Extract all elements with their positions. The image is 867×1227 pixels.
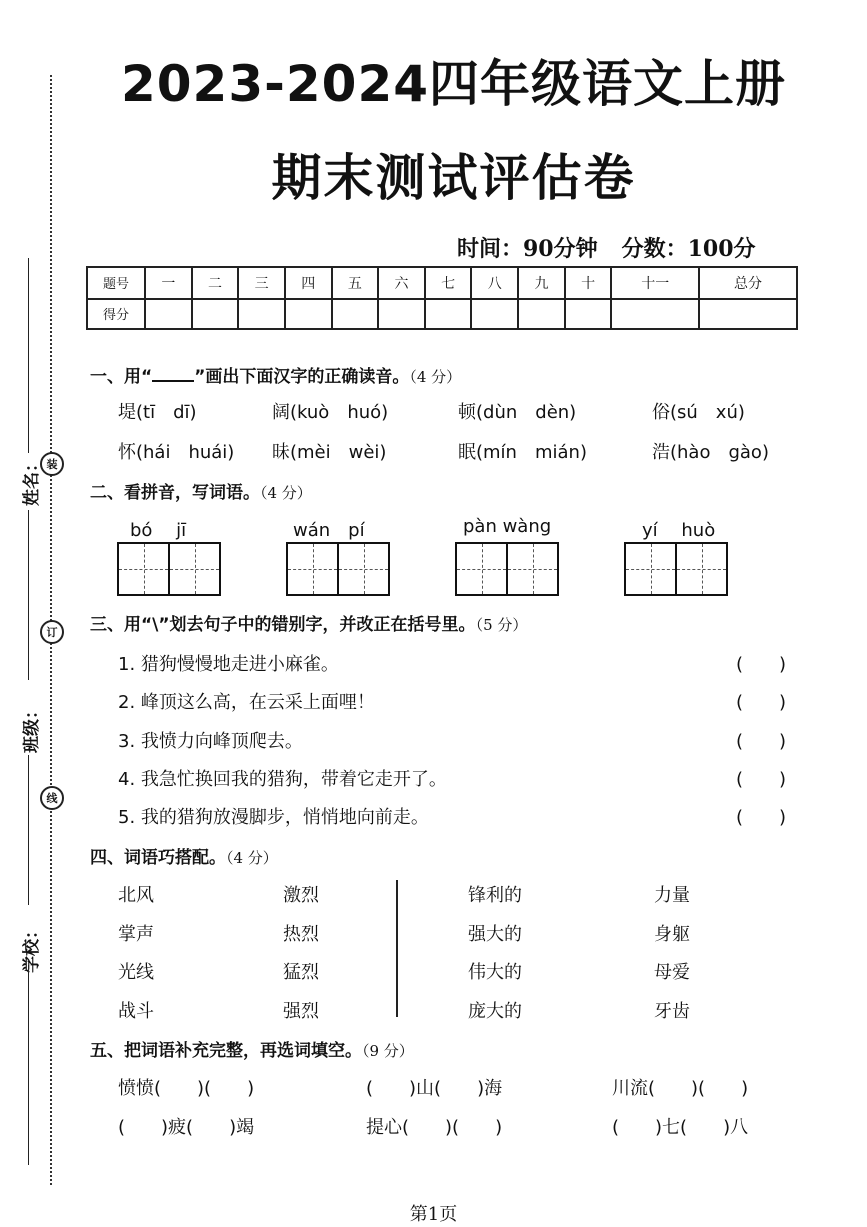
answer-parentheses[interactable]: ( ) xyxy=(736,769,787,790)
school-label: 学校： xyxy=(22,922,42,973)
writing-cell[interactable] xyxy=(508,544,557,594)
section5-points: （9 分） xyxy=(362,1042,414,1060)
pinyin-choice-item[interactable]: 浩(hào gào) xyxy=(652,442,769,463)
table-col-header: 十一 xyxy=(611,267,699,299)
pinyin-label: wán pí xyxy=(293,520,365,541)
exam-subtitle: 期末测试评估卷 xyxy=(271,149,636,207)
pinyin-choice-item[interactable]: 堤(tī dī) xyxy=(118,402,197,423)
exam-time: 时间：90分钟 xyxy=(457,236,598,262)
match-word-left[interactable]: 掌声 xyxy=(118,924,154,945)
idiom-fill-item[interactable]: 愤愤( )( ) xyxy=(118,1078,255,1099)
section4-heading-text: 四、词语巧搭配。 xyxy=(90,848,226,868)
match-word-left[interactable]: 庞大的 xyxy=(468,1001,522,1022)
name-label: 姓名： xyxy=(22,455,42,506)
match-divider xyxy=(396,880,398,1017)
match-word-right[interactable]: 母爱 xyxy=(654,962,690,983)
section4-points: （4 分） xyxy=(226,849,278,867)
name-write-line-lower[interactable] xyxy=(28,510,29,680)
idiom-fill-item[interactable]: ( )七( )八 xyxy=(612,1117,749,1138)
pinyin-choice-item[interactable]: 昧(mèi wèi) xyxy=(272,442,387,463)
writing-cell[interactable] xyxy=(339,544,388,594)
total-score-cell[interactable] xyxy=(699,299,797,329)
error-sentence: 4. 我急忙换回我的猎狗，带着它走开了。 xyxy=(118,769,447,790)
writing-grid[interactable] xyxy=(624,542,728,596)
answer-parentheses[interactable]: ( ) xyxy=(736,807,787,828)
writing-cell[interactable] xyxy=(677,544,726,594)
pinyin-choice-item[interactable]: 俗(sú xú) xyxy=(652,402,745,423)
writing-cell[interactable] xyxy=(119,544,170,594)
match-word-left[interactable]: 锋利的 xyxy=(468,885,522,906)
match-word-right[interactable]: 激烈 xyxy=(283,885,319,906)
match-word-left[interactable]: 北风 xyxy=(118,885,154,906)
idiom-fill-item[interactable]: ( )山( )海 xyxy=(366,1078,503,1099)
match-word-left[interactable]: 强大的 xyxy=(468,924,522,945)
score-cell[interactable] xyxy=(565,299,612,329)
section5-heading xyxy=(90,1036,414,1061)
table-col-header: 四 xyxy=(285,267,332,299)
match-word-left[interactable]: 光线 xyxy=(118,962,154,983)
error-sentence: 2. 峰顶这么高，在云采上面哩！ xyxy=(118,692,375,713)
score-cell[interactable] xyxy=(332,299,379,329)
section3-heading xyxy=(90,610,527,635)
score-cell[interactable] xyxy=(192,299,239,329)
match-word-right[interactable]: 热烈 xyxy=(283,924,319,945)
writing-grid[interactable] xyxy=(455,542,559,596)
section3-points: （5 分） xyxy=(475,616,528,634)
table-col-header: 二 xyxy=(192,267,239,299)
score-cell[interactable] xyxy=(611,299,699,329)
pinyin-choice-item[interactable]: 眠(mín mián) xyxy=(458,442,587,463)
answer-parentheses[interactable]: ( ) xyxy=(736,692,787,713)
score-cell[interactable] xyxy=(471,299,518,329)
match-word-right[interactable]: 牙齿 xyxy=(654,1001,690,1022)
idiom-fill-item[interactable]: 川流( )( ) xyxy=(612,1078,749,1099)
score-cell[interactable] xyxy=(285,299,332,329)
score-label: 得分 xyxy=(87,299,145,329)
binding-circle-zhuang: 装 xyxy=(40,452,64,476)
class-label: 班级： xyxy=(22,702,42,753)
table-col-header: 九 xyxy=(518,267,565,299)
section1-points: （4 分） xyxy=(409,368,462,386)
school-write-line[interactable] xyxy=(28,965,29,1165)
section1-heading-text-end: ”画出下面汉字的正确读音。 xyxy=(194,367,410,387)
error-sentence: 1. 猎狗慢慢地走进小麻雀。 xyxy=(118,654,339,675)
match-word-right[interactable]: 强烈 xyxy=(283,1001,319,1022)
writing-cell[interactable] xyxy=(626,544,677,594)
class-write-line[interactable] xyxy=(28,755,29,905)
match-word-right[interactable]: 身躯 xyxy=(654,924,690,945)
exam-title: 2023-2024四年级语文上册 xyxy=(120,55,787,113)
writing-cell[interactable] xyxy=(170,544,219,594)
score-cell[interactable] xyxy=(145,299,192,329)
question-number-label: 题号 xyxy=(87,267,145,299)
score-cell[interactable] xyxy=(238,299,285,329)
table-col-header: 五 xyxy=(332,267,379,299)
score-table xyxy=(86,266,798,330)
score-table-score-row xyxy=(87,299,797,329)
match-word-left[interactable]: 伟大的 xyxy=(468,962,522,983)
table-col-header: 一 xyxy=(145,267,192,299)
section2-heading-text: 二、看拼音，写词语。 xyxy=(90,483,260,503)
exam-total-score: 分数：100分 xyxy=(621,236,756,262)
time-score-line xyxy=(457,232,756,263)
pinyin-label: bó jī xyxy=(130,520,187,541)
score-cell[interactable] xyxy=(425,299,472,329)
error-sentence: 3. 我愤力向峰顶爬去。 xyxy=(118,731,303,752)
pinyin-label: yí huò xyxy=(642,520,716,541)
answer-parentheses[interactable]: ( ) xyxy=(736,654,787,675)
binding-circle-xian: 线 xyxy=(40,786,64,810)
pinyin-choice-item[interactable]: 顿(dùn dèn) xyxy=(458,402,577,423)
match-word-right[interactable]: 力量 xyxy=(654,885,690,906)
section3-heading-text: 三、用“\”划去句子中的错别字，并改正在括号里。 xyxy=(90,615,476,635)
pinyin-choice-item[interactable]: 怀(hái huái) xyxy=(118,442,235,463)
writing-cell[interactable] xyxy=(288,544,339,594)
answer-parentheses[interactable]: ( ) xyxy=(736,731,787,752)
score-cell[interactable] xyxy=(518,299,565,329)
table-col-header: 八 xyxy=(471,267,518,299)
idiom-fill-item[interactable]: 提心( )( ) xyxy=(366,1117,503,1138)
table-col-header: 七 xyxy=(425,267,472,299)
table-col-header: 六 xyxy=(378,267,425,299)
section5-heading-text: 五、把词语补充完整，再选词填空。 xyxy=(90,1041,362,1061)
match-word-right[interactable]: 猛烈 xyxy=(283,962,319,983)
table-col-header: 三 xyxy=(238,267,285,299)
page-number: 第1页 xyxy=(409,1204,458,1225)
writing-cell[interactable] xyxy=(457,544,508,594)
section1-heading-text: 一、用“ xyxy=(90,367,153,387)
section2-heading xyxy=(90,478,312,503)
name-write-line[interactable] xyxy=(28,258,29,453)
section4-heading xyxy=(90,843,278,868)
error-sentence: 5. 我的猎狗放漫脚步，悄悄地向前走。 xyxy=(118,807,429,828)
match-word-left[interactable]: 战斗 xyxy=(118,1001,154,1022)
binding-circle-ding: 订 xyxy=(40,620,64,644)
section2-points: （4 分） xyxy=(260,484,312,502)
idiom-fill-item[interactable]: ( )疲( )竭 xyxy=(118,1117,255,1138)
pinyin-choice-item[interactable]: 阔(kuò huó) xyxy=(272,402,389,423)
table-col-header-total: 总分 xyxy=(699,267,797,299)
table-col-header: 十 xyxy=(565,267,612,299)
writing-grid[interactable] xyxy=(286,542,390,596)
score-cell[interactable] xyxy=(378,299,425,329)
score-table-header-row xyxy=(87,267,797,299)
pinyin-label: pàn wàng xyxy=(463,516,552,537)
section1-heading xyxy=(90,362,461,387)
underline-sample xyxy=(152,366,194,382)
writing-grid[interactable] xyxy=(117,542,221,596)
